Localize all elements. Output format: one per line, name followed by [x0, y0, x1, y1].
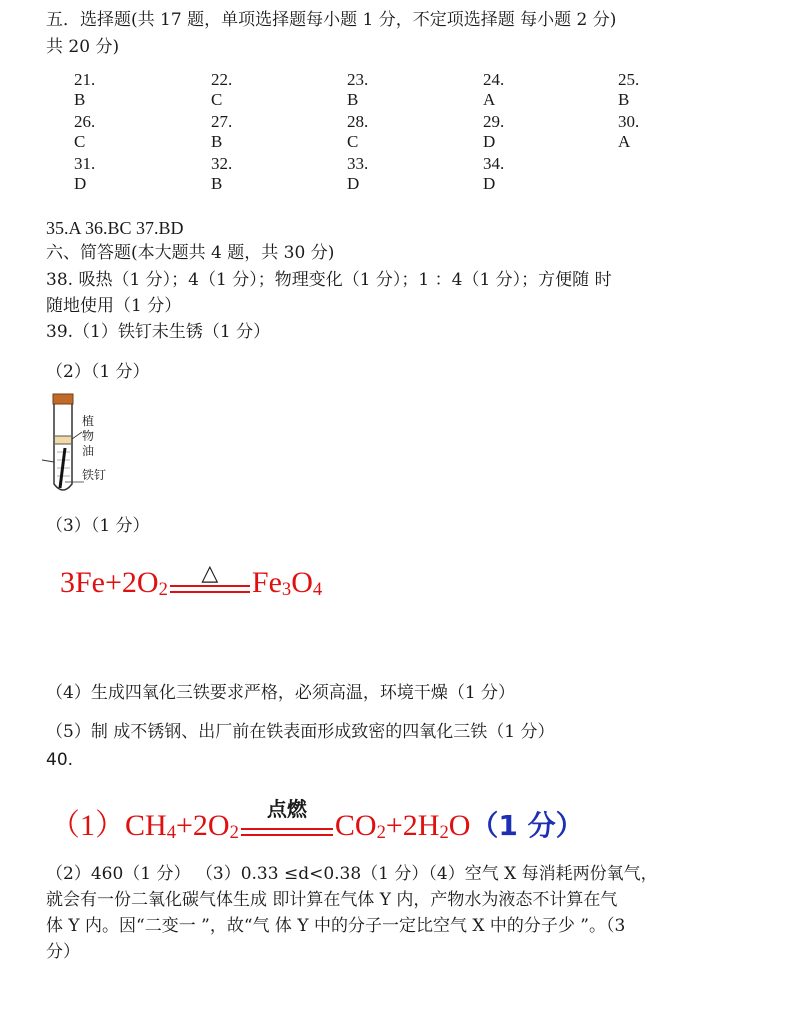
answer-21: 21. B — [74, 70, 96, 109]
eq2-prefix: （1）CH — [50, 809, 167, 842]
tube-label: 油 — [82, 444, 95, 458]
answer-33: 33. D — [347, 154, 369, 193]
equation-iron-oxygen — [60, 560, 323, 601]
answer-22: 22. C — [211, 70, 233, 109]
answer-25: 25. B — [618, 70, 640, 109]
section5-title-line2: 共 20 分) — [46, 37, 120, 57]
q39-part1: 39.（1）铁钉未生锈（1 分） — [46, 322, 271, 342]
eq2-score: （1 分） — [470, 809, 584, 842]
q40-number: 40. — [46, 750, 74, 770]
eq1-sign — [170, 560, 250, 600]
tube-label: 铁钉 — [82, 468, 107, 482]
eq2-sub: 2 — [229, 821, 239, 843]
answer-23: 23. B — [347, 70, 369, 109]
eq2-r1: CO — [334, 809, 377, 842]
q39-part4: （4）生成四氧化三铁要求严格，必须高温，环境干燥（1 分） — [46, 683, 516, 703]
q40-line3: 体 Y 内。因“二变一 ”，故“气 体 Y 中的分子一定比空气 X 中的分子少 ”。（3 — [46, 916, 626, 936]
tube-labels — [82, 414, 106, 483]
eq2-sub: 4 — [166, 821, 176, 843]
eq1-left: 3Fe+2O — [60, 566, 159, 599]
eq2-r3: O — [448, 809, 471, 842]
answer-30: 30. A — [618, 112, 640, 151]
q40-line2: 就会有一份二氧化碳气体生成 即计算在气体 Y 内，产物水为液态不计算在气 — [46, 890, 618, 910]
section5-title-line1: 五．选择题(共 17 题，单项选择题每小题 1 分，不定项选择题 每小题 2 分) — [46, 10, 617, 30]
q39-part3: （3）（1 分） — [46, 516, 150, 536]
eq1-right-a: Fe — [251, 566, 282, 599]
q38-line2: 随地使用（1 分） — [46, 296, 182, 316]
answer-29: 29. D — [483, 112, 505, 151]
eq1-sub: 4 — [312, 578, 323, 600]
equation-methane-combustion — [50, 797, 584, 844]
tube-label: 物 — [82, 429, 95, 443]
answer-32: 32. B — [211, 154, 233, 193]
tube-label: 植 — [82, 414, 95, 428]
eq2-sign — [241, 797, 333, 843]
eq2-sub: 2 — [376, 821, 386, 843]
answer-24: 24. A — [483, 70, 505, 109]
eq1-right-b: O — [291, 566, 313, 599]
answer-31: 31. D — [74, 154, 96, 193]
eq1-sub: 2 — [158, 578, 168, 600]
answer-34: 34. D — [483, 154, 505, 193]
heat-icon: △ — [201, 560, 219, 586]
q39-part2: （2）（1 分） — [46, 362, 150, 382]
eq2-sub: 2 — [439, 821, 449, 843]
ignite-label: 点燃 — [266, 797, 307, 822]
answers-35-37: 35.A 36.BC 37.BD — [46, 218, 184, 238]
section6-title: 六、简答题(本大题共 4 题，共 30 分) — [46, 243, 335, 263]
eq2-r2: +2H — [385, 809, 440, 842]
q39-part5: （5）制 成不锈钢、出厂前在铁表面形成致密的四氧化三铁（1 分） — [46, 722, 555, 742]
answer-28: 28. C — [347, 112, 369, 151]
q40-line4: 分） — [46, 942, 80, 962]
q40-line1: （2）460（1 分） （3）0.33 ≤d<0.38（1 分）（4）空气 X 每消耗两份氧气， — [46, 864, 658, 884]
eq1-sub: 3 — [281, 578, 292, 600]
eq2-mid: +2O — [175, 809, 230, 842]
q38-line1: 38. 吸热（1 分）；4（1 分）；物理变化（1 分）；1 ：4（1 分）；方便随 时 — [46, 270, 612, 290]
answer-27: 27. B — [211, 112, 233, 151]
answer-26: 26. C — [74, 112, 96, 151]
